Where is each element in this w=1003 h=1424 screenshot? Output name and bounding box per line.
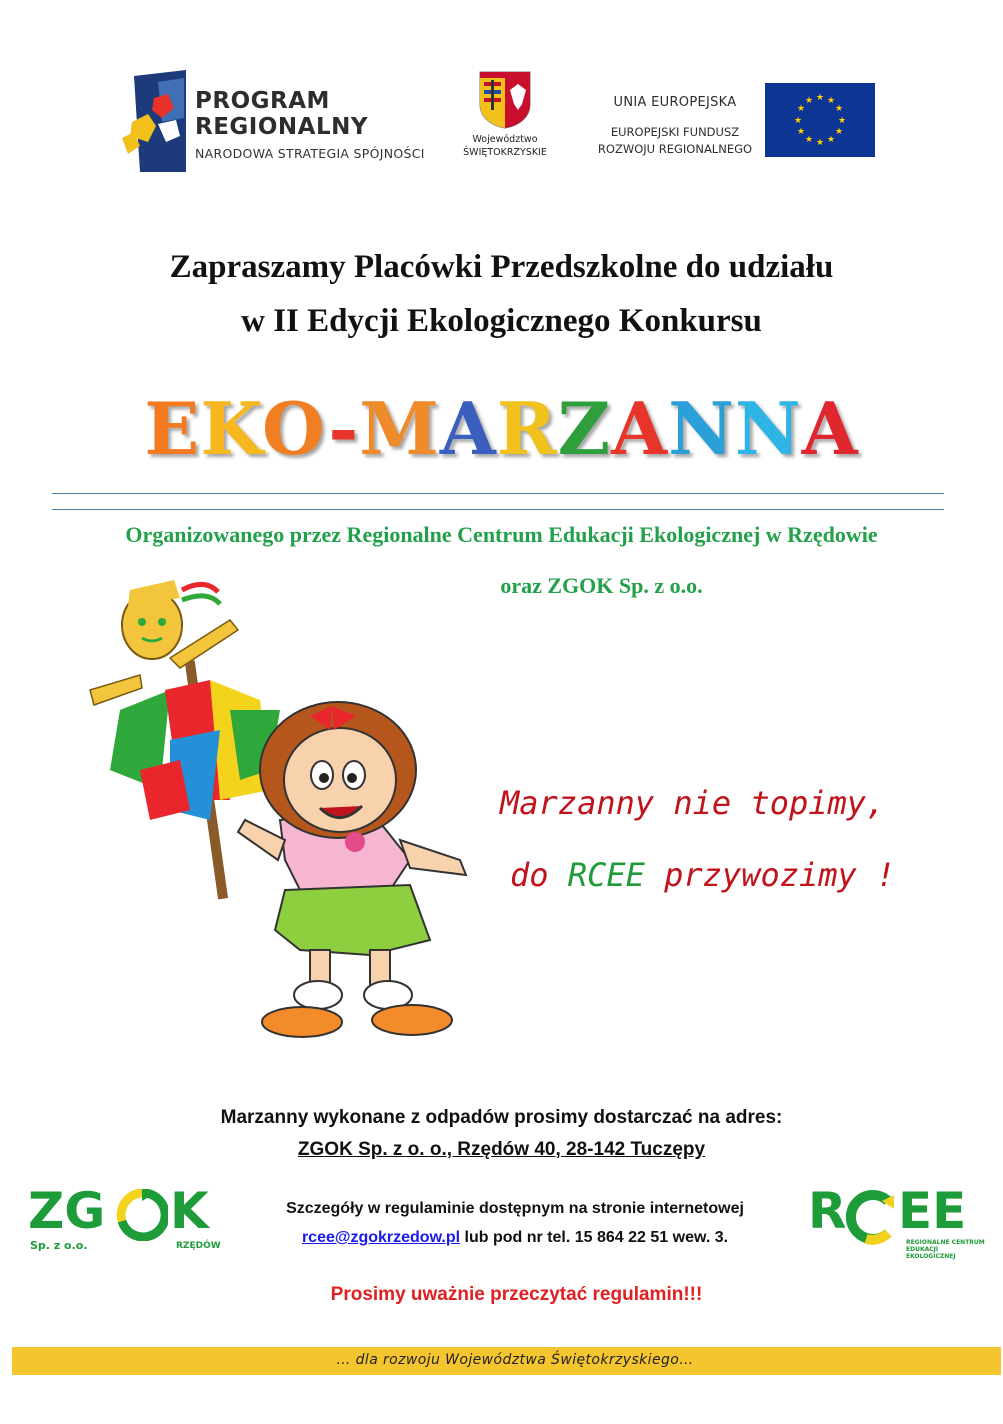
- details-line2: [240, 1223, 790, 1252]
- wojewodztwo-coat-of-arms-icon: [478, 70, 532, 130]
- zgok-sub-left: Sp. z o.o.: [30, 1239, 88, 1252]
- rcee-sub: REGIONALNE CENTRUM EDUKACJI EKOLOGICZNEJ: [906, 1239, 985, 1260]
- organizer-line1: Organizowanego przez Regionalne Centrum Edukacji Ekologicznej w Rzędowie: [125, 522, 878, 547]
- contest-title: [0, 386, 1003, 471]
- title-letter: E: [144, 386, 201, 471]
- title-letter: O: [261, 386, 329, 471]
- email-link[interactable]: rcee@zgokrzedow.pl: [301, 1229, 461, 1246]
- title-letter: A: [439, 386, 497, 471]
- program-line1: PROGRAM: [195, 88, 330, 114]
- program-regionalny-emblem: [118, 68, 190, 176]
- details-line1: Szczegóły w regulaminie dostępnym na stronie internetowej: [286, 1200, 744, 1217]
- address-intro: Marzanny wykonane z odpadów prosimy dostarczać na adres:: [220, 1107, 783, 1128]
- eu-fund-line2: ROZWOJU REGIONALNEGO: [597, 142, 753, 156]
- program-line2: REGIONALNY: [195, 114, 369, 140]
- slogan-line2-prefix: do: [510, 856, 568, 894]
- invitation-line1: Zapraszamy Placówki Przedszkolne do udziału: [169, 249, 834, 285]
- svg-text:★: ★: [815, 138, 825, 148]
- eu-fund: [590, 124, 760, 158]
- title-letter: M: [359, 386, 440, 471]
- rcee-logo: [808, 1182, 985, 1260]
- recycle-c-icon: [844, 1189, 896, 1245]
- svg-text:★: ★: [815, 93, 825, 103]
- invitation-line2: w II Edycji Ekologicznego Konkursu: [241, 303, 762, 339]
- organizer-line2: oraz ZGOK Sp. z o.o.: [500, 573, 703, 598]
- rcee-word-right: EE: [898, 1182, 967, 1240]
- title-letter: A: [611, 386, 669, 471]
- wojewodztwo-line2: ŚWIĘTOKRZYSKIE: [463, 147, 547, 158]
- divider-top: [52, 493, 944, 494]
- zgok-sub-right: RZĘDÓW: [176, 1241, 221, 1251]
- title-letter: K: [200, 386, 262, 471]
- wojewodztwo-line1: Województwo: [472, 134, 538, 145]
- zgok-word-right: K: [170, 1182, 209, 1240]
- title-letter: Z: [557, 386, 612, 471]
- svg-text:★: ★: [826, 135, 836, 145]
- title-letter: R: [496, 386, 558, 471]
- program-regionalny-text: [195, 88, 425, 161]
- title-letter: N: [668, 386, 735, 471]
- slogan-line2: [510, 856, 895, 894]
- slogan-line2-suffix: przywozimy !: [644, 856, 896, 894]
- svg-text:★: ★: [834, 127, 844, 137]
- rcee-word-left: R: [808, 1182, 847, 1240]
- zgok-logo: [28, 1182, 228, 1255]
- slogan-line1: Marzanny nie topimy,: [500, 784, 886, 822]
- svg-text:★: ★: [834, 104, 844, 114]
- svg-text:★: ★: [796, 104, 806, 114]
- footer-text: … dla rozwoju Województwa Świętokrzyskiego…: [336, 1352, 694, 1368]
- zgok-word-left: ZG: [28, 1182, 106, 1240]
- eu-fund-line1: EUROPEJSKI FUNDUSZ: [610, 125, 740, 139]
- svg-text:★: ★: [796, 127, 806, 137]
- title-letter: A: [801, 386, 859, 471]
- recycle-o-icon: [116, 1189, 168, 1241]
- warning-text: Prosimy uważnie przeczytać regulamin!!!: [330, 1284, 703, 1305]
- title-letter: N: [734, 386, 802, 471]
- slogan-rcee: RCEE: [567, 856, 645, 894]
- program-line3: NARODOWA STRATEGIA SPÓJNOŚCI: [195, 146, 425, 161]
- marzanna-girl-illustration: [70, 570, 480, 1050]
- svg-text:★: ★: [804, 96, 814, 106]
- wojewodztwo-label: [455, 133, 555, 159]
- eu-label: [590, 95, 760, 158]
- address-line: ZGOK Sp. z o. o., Rzędów 40, 28-142 Tuczępy: [297, 1139, 706, 1160]
- svg-text:★: ★: [826, 96, 836, 106]
- svg-text:★: ★: [837, 116, 847, 126]
- eu-flag-icon: [765, 83, 875, 157]
- details-block: [240, 1194, 790, 1252]
- title-letter: -: [328, 386, 360, 471]
- invitation-heading: [0, 240, 1003, 348]
- details-phone: lub pod nr tel. 15 864 22 51 wew. 3.: [460, 1229, 729, 1246]
- svg-text:★: ★: [793, 116, 803, 126]
- divider-bottom: [52, 509, 944, 510]
- svg-text:★: ★: [804, 135, 814, 145]
- eu-title: UNIA EUROPEJSKA: [613, 95, 737, 110]
